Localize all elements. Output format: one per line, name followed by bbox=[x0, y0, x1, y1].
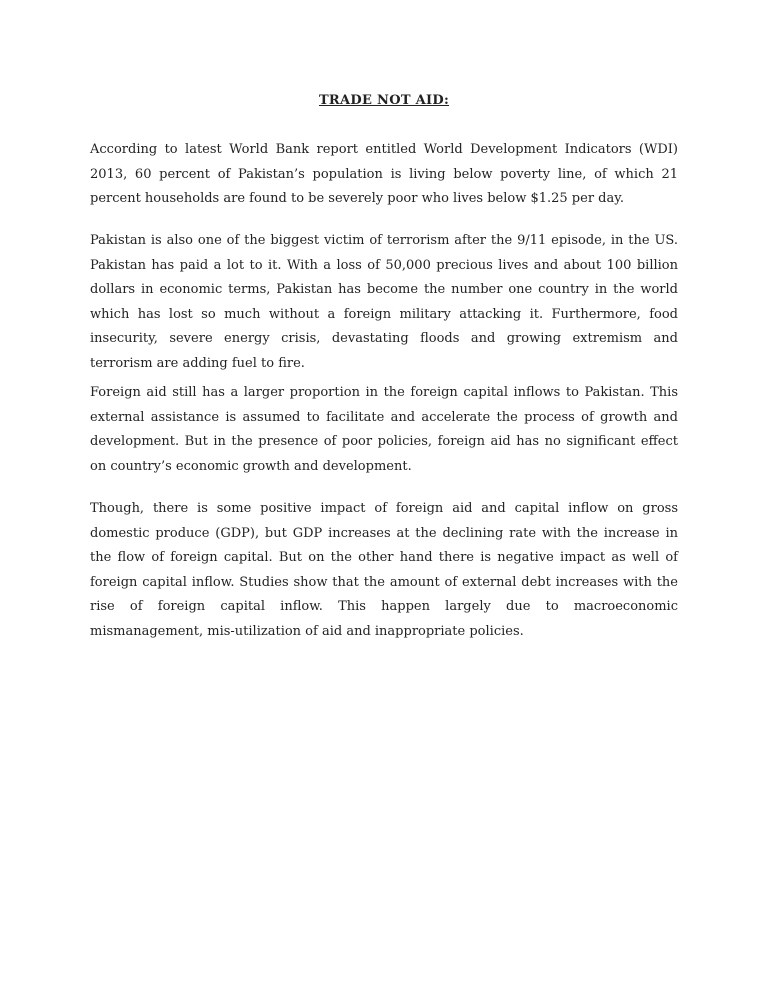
paragraph-terrorism: Pakistan is also one of the biggest victim of terrorism after the 9/11 episode, in the US. Pakistan has paid a lot to it. With a loss of 50,000 precious lives and about 100 billion dollars in economic terms, Pakistan has become the number one country in the world which has lost so much without a foreign military attacking it. Furthermore, food insecurity, severe energy crisis, devastating floods and growing extremism and terrorism are adding fuel to fire. bbox=[90, 233, 678, 371]
document-title: TRADE NOT AID: bbox=[318, 93, 450, 108]
paragraph-poverty: According to latest World Bank report entitled World Development Indicators (WDI) 2013, 60 percent of Pakistan’s population is living below poverty line, of which 21 percent households are found to be severely poor who lives below $1.25 per day. bbox=[90, 142, 678, 207]
paragraph-foreign-aid: Foreign aid still has a larger proportion in the foreign capital inflows to Pakistan. This external assistance is assumed to facilitate and accelerate the process of growth and development. But in the presence of poor policies, foreign aid has no significant effect on country’s economic growth and development. bbox=[90, 385, 678, 474]
paragraph-capital-inflow: Though, there is some positive impact of foreign aid and capital inflow on gross domestic produce (GDP), but GDP increases at the declining rate with the increase in the flow of foreign capital. But on the other hand there is negative impact as well of foreign capital inflow. Studies show that the amount of external debt increases with the rise of foreign capital inflow. This happen largely due to macroeconomic mismanagement, mis-utilization of aid and inappropriate policies. bbox=[90, 501, 678, 639]
